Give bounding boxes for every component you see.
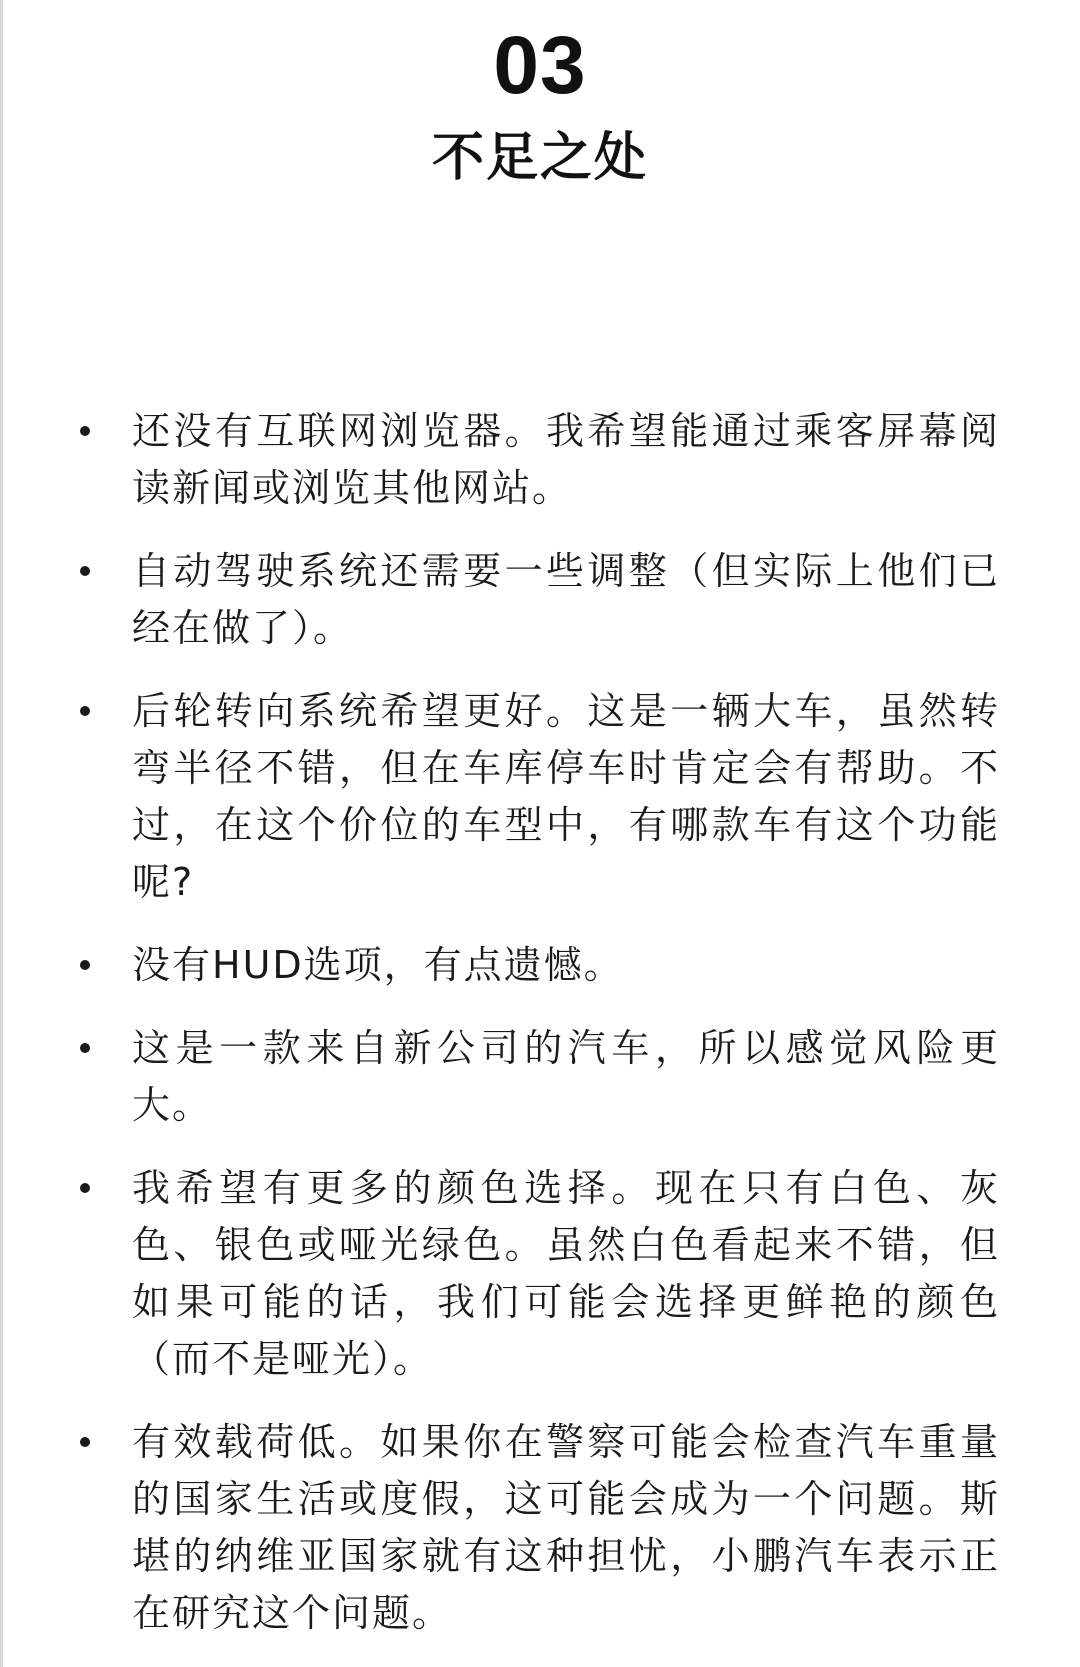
bullet-icon — [80, 426, 90, 436]
list-item-text: 这是一款来自新公司的汽车，所以感觉风险更大。 — [132, 1026, 1000, 1127]
list-item-text: 自动驾驶系统还需要一些调整（但实际上他们已经在做了）。 — [132, 549, 1000, 650]
list-item — [0, 543, 1000, 657]
list-item — [0, 1414, 1000, 1642]
bullet-icon — [80, 1183, 90, 1193]
bullet-icon — [80, 1043, 90, 1053]
list-item — [0, 1020, 1000, 1134]
section-header — [0, 18, 1080, 190]
bullet-icon — [80, 706, 90, 716]
list-item — [0, 403, 1000, 517]
list-item — [0, 937, 1000, 994]
list-item-text: 还没有互联网浏览器。我希望能通过乘客屏幕阅读新闻或浏览其他网站。 — [132, 409, 1000, 510]
list-item-text: 我希望有更多的颜色选择。现在只有白色、灰色、银色或哑光绿色。虽然白色看起来不错，但如果可能的话，我们可能会选择更鲜艳的颜色（而不是哑光）。 — [132, 1166, 1000, 1381]
section-title: 不足之处 — [431, 128, 648, 188]
list-item — [0, 1160, 1000, 1388]
list-item-text: 没有HUD选项，有点遗憾。 — [132, 943, 624, 987]
list-item-text: 有效载荷低。如果你在警察可能会检查汽车重量的国家生活或度假，这可能会成为一个问题。斯堪的纳维亚国家就有这种担忧，小鹏汽车表示正在研究这个问题。 — [132, 1420, 1000, 1635]
list-item — [0, 683, 1000, 911]
list-item-text: 后轮转向系统希望更好。这是一辆大车，虽然转弯半径不错，但在车库停车时肯定会有帮助。不过，在这个价位的车型中，有哪款车有这个功能呢? — [132, 689, 1000, 904]
bullet-icon — [80, 566, 90, 576]
section-number: 03 — [493, 20, 587, 111]
drawbacks-list — [0, 403, 1080, 1667]
bullet-icon — [80, 960, 90, 970]
bullet-icon — [80, 1437, 90, 1447]
